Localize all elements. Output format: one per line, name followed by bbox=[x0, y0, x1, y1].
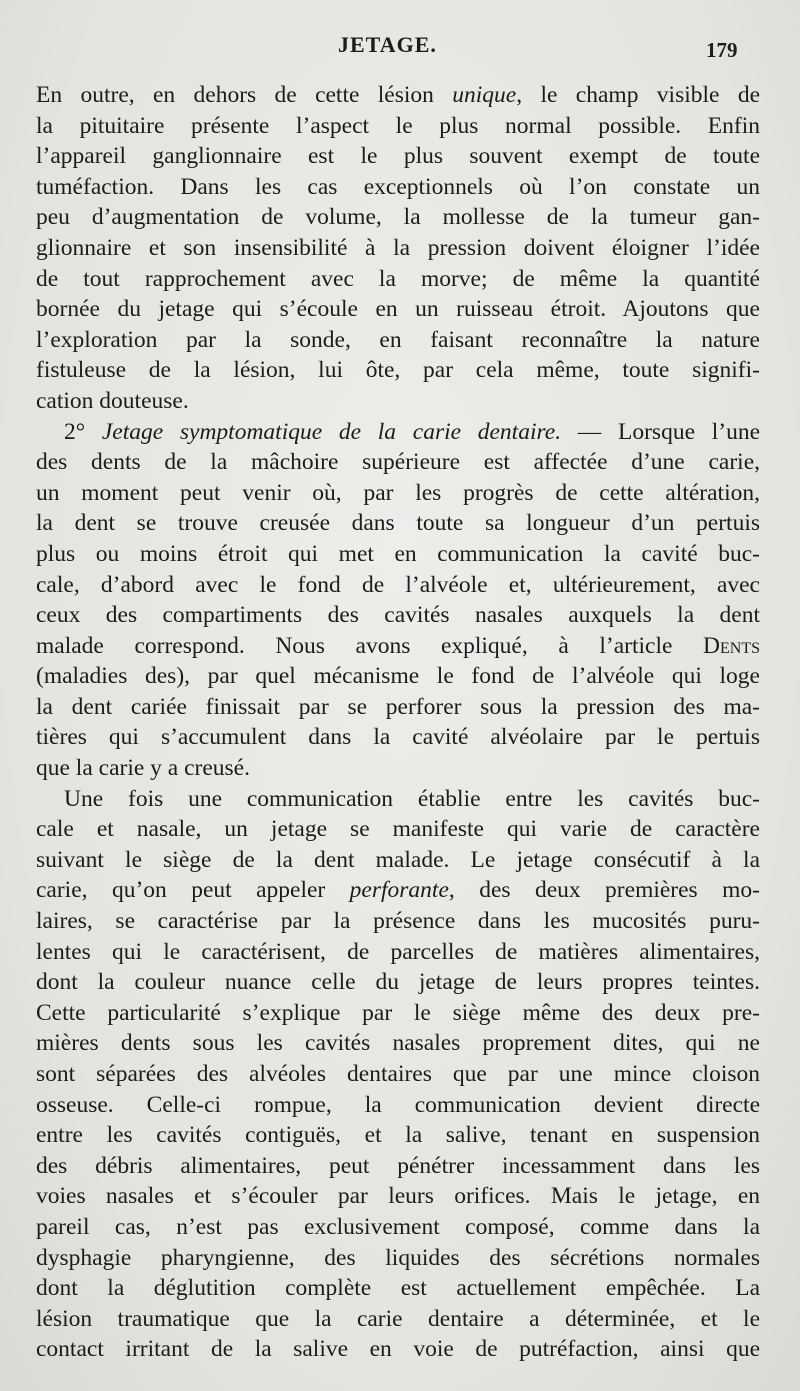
text-line bbox=[36, 1304, 760, 1335]
text-segment: cation douteuse. bbox=[36, 387, 189, 414]
text-line bbox=[36, 478, 760, 509]
text-line bbox=[36, 233, 760, 264]
text-line bbox=[36, 692, 760, 723]
text-line bbox=[36, 1120, 760, 1151]
text-segment: dont la déglutition complète est actuellement empêchée. La bbox=[36, 1275, 760, 1302]
text-segment: l’appareil ganglionnaire est le plus souvent exempt de toute bbox=[36, 143, 760, 170]
text-line bbox=[36, 355, 760, 386]
text-segment: — Lorsque l’une bbox=[561, 418, 760, 445]
text-segment: cale et nasale, un jetage se manifeste qui varie de caractère bbox=[36, 816, 760, 843]
text-line bbox=[36, 722, 760, 753]
text-line bbox=[36, 1090, 760, 1121]
text-segment: plus ou moins étroit qui met en communication la cavité buc- bbox=[36, 540, 760, 567]
text-segment: En outre, en dehors de cette lésion bbox=[36, 82, 453, 108]
text-segment: la dent se trouve creusée dans toute sa longueur d’un pertuis bbox=[36, 510, 760, 537]
text-segment: 2° bbox=[64, 418, 102, 445]
text-segment: bornée du jetage qui s’écoule en un ruisseau étroit. Ajoutons que bbox=[36, 296, 760, 323]
text-line bbox=[36, 202, 760, 233]
text-segment: dont la couleur nuance celle du jetage de leurs propres teintes. bbox=[36, 969, 760, 996]
text-segment: tières qui s’accumulent dans la cavité alvéolaire par le pertuis bbox=[36, 724, 760, 751]
text-line bbox=[36, 1334, 760, 1365]
text-segment: , le champ visible de bbox=[516, 82, 760, 108]
text-line bbox=[36, 661, 760, 692]
text-segment: , des deux premières mo- bbox=[448, 877, 760, 904]
text-line bbox=[36, 111, 760, 142]
text-segment: un moment peut venir où, par les progrès de cette altération, bbox=[36, 479, 760, 506]
text-line bbox=[36, 172, 760, 203]
text-segment: l’exploration par la sonde, en faisant reconnaître la nature bbox=[36, 326, 760, 353]
text-line bbox=[36, 141, 760, 172]
text-line bbox=[36, 1212, 760, 1243]
text-line bbox=[36, 325, 760, 356]
text-line bbox=[36, 906, 760, 937]
text-segment: Une fois une communication établie entre les cavités buc- bbox=[64, 785, 760, 812]
text-line bbox=[36, 386, 760, 417]
text-segment: Cette particularité s’explique par le siège même des deux pre- bbox=[36, 999, 760, 1026]
text-segment: la pituitaire présente l’aspect le plus normal possible. Enfin bbox=[36, 112, 760, 139]
italic-segment: unique bbox=[452, 82, 517, 108]
text-segment: tuméfaction. Dans les cas exceptionnels où l’on constate un bbox=[36, 173, 760, 200]
text-line bbox=[36, 417, 760, 448]
text-line bbox=[36, 539, 760, 570]
text-line bbox=[36, 508, 760, 539]
text-segment: suivant le siège de la dent malade. Le jetage consécutif à la bbox=[36, 846, 760, 873]
text-segment: lésion traumatique que la carie dentaire a déterminée, et le bbox=[36, 1305, 760, 1332]
text-segment: peu d’augmentation de volume, la mollesse de la tumeur gan- bbox=[36, 204, 760, 231]
text-line bbox=[36, 1273, 760, 1304]
page-number: 179 bbox=[706, 38, 738, 62]
text-line bbox=[36, 814, 760, 845]
text-segment: que la carie y a creusé. bbox=[36, 755, 250, 782]
text-segment: laires, se caractérise par la présence dans les mucosités puru- bbox=[36, 908, 760, 935]
text-line bbox=[36, 753, 760, 784]
text-segment: cale, d’abord avec le fond de l’alvéole et, ultérieurement, avec bbox=[36, 571, 760, 598]
text-segment: osseuse. Celle-ci rompue, la communication devient directe bbox=[36, 1091, 760, 1118]
text-line bbox=[36, 631, 760, 662]
text-line bbox=[36, 845, 760, 876]
text-line bbox=[36, 80, 760, 111]
italic-segment: Jetage symptomatique de la carie dentaire. bbox=[101, 418, 562, 445]
running-title: JETAGE. bbox=[338, 32, 437, 57]
text-segment: malade correspond. Nous avons expliqué, à l’article bbox=[36, 632, 704, 659]
text-line bbox=[36, 447, 760, 478]
text-line bbox=[36, 1151, 760, 1182]
text-line bbox=[36, 264, 760, 295]
text-segment: la dent cariée finissait par se perforer sous la pression des ma- bbox=[36, 693, 760, 720]
text-segment: (maladies des), par quel mécanisme le fond de l’alvéole qui loge bbox=[36, 663, 760, 690]
text-line bbox=[36, 1028, 760, 1059]
text-line bbox=[36, 937, 760, 968]
text-segment: dysphagie pharyngienne, des liquides des sécrétions normales bbox=[36, 1244, 760, 1271]
text-line bbox=[36, 875, 760, 906]
text-segment: des dents de la mâchoire supérieure est affectée d’une carie, bbox=[36, 449, 760, 476]
text-segment: de tout rapprochement avec la morve; de même la quantité bbox=[36, 265, 760, 292]
page-header bbox=[0, 32, 800, 66]
small-caps-segment: Dents bbox=[703, 632, 760, 659]
text-segment: sont séparées des alvéoles dentaires que par une mince cloison bbox=[36, 1061, 760, 1087]
text-segment: contact irritant de la salive en voie de putréfaction, ainsi que bbox=[36, 1336, 760, 1363]
text-line bbox=[36, 294, 760, 325]
text-segment: ceux des compartiments des cavités nasales auxquels la dent bbox=[36, 602, 760, 629]
italic-segment: perforante bbox=[349, 877, 449, 904]
text-line bbox=[36, 998, 760, 1029]
text-line bbox=[36, 600, 760, 631]
text-line bbox=[36, 1181, 760, 1212]
text-line bbox=[36, 967, 760, 998]
text-segment: voies nasales et s’écouler par leurs orifices. Mais le jetage, en bbox=[36, 1183, 760, 1210]
text-segment: lentes qui le caractérisent, de parcelles de matières alimentaires, bbox=[36, 938, 760, 965]
text-segment: fistuleuse de la lésion, lui ôte, par cela même, toute signifi- bbox=[36, 357, 760, 384]
text-segment: des débris alimentaires, peut pénétrer incessamment dans les bbox=[36, 1152, 760, 1179]
text-line bbox=[36, 784, 760, 815]
text-line bbox=[36, 1243, 760, 1274]
text-line bbox=[36, 1059, 760, 1090]
text-line bbox=[36, 570, 760, 601]
text-segment: glionnaire et son insensibilité à la pression doivent éloigner l’idée bbox=[36, 234, 760, 261]
text-segment: carie, qu’on peut appeler bbox=[36, 877, 350, 904]
body-text bbox=[36, 80, 760, 1365]
text-segment: entre les cavités contiguës, et la salive, tenant en suspension bbox=[36, 1122, 760, 1149]
text-segment: pareil cas, n’est pas exclusivement composé, comme dans la bbox=[36, 1213, 760, 1240]
text-segment: mières dents sous les cavités nasales proprement dites, qui ne bbox=[36, 1030, 760, 1057]
